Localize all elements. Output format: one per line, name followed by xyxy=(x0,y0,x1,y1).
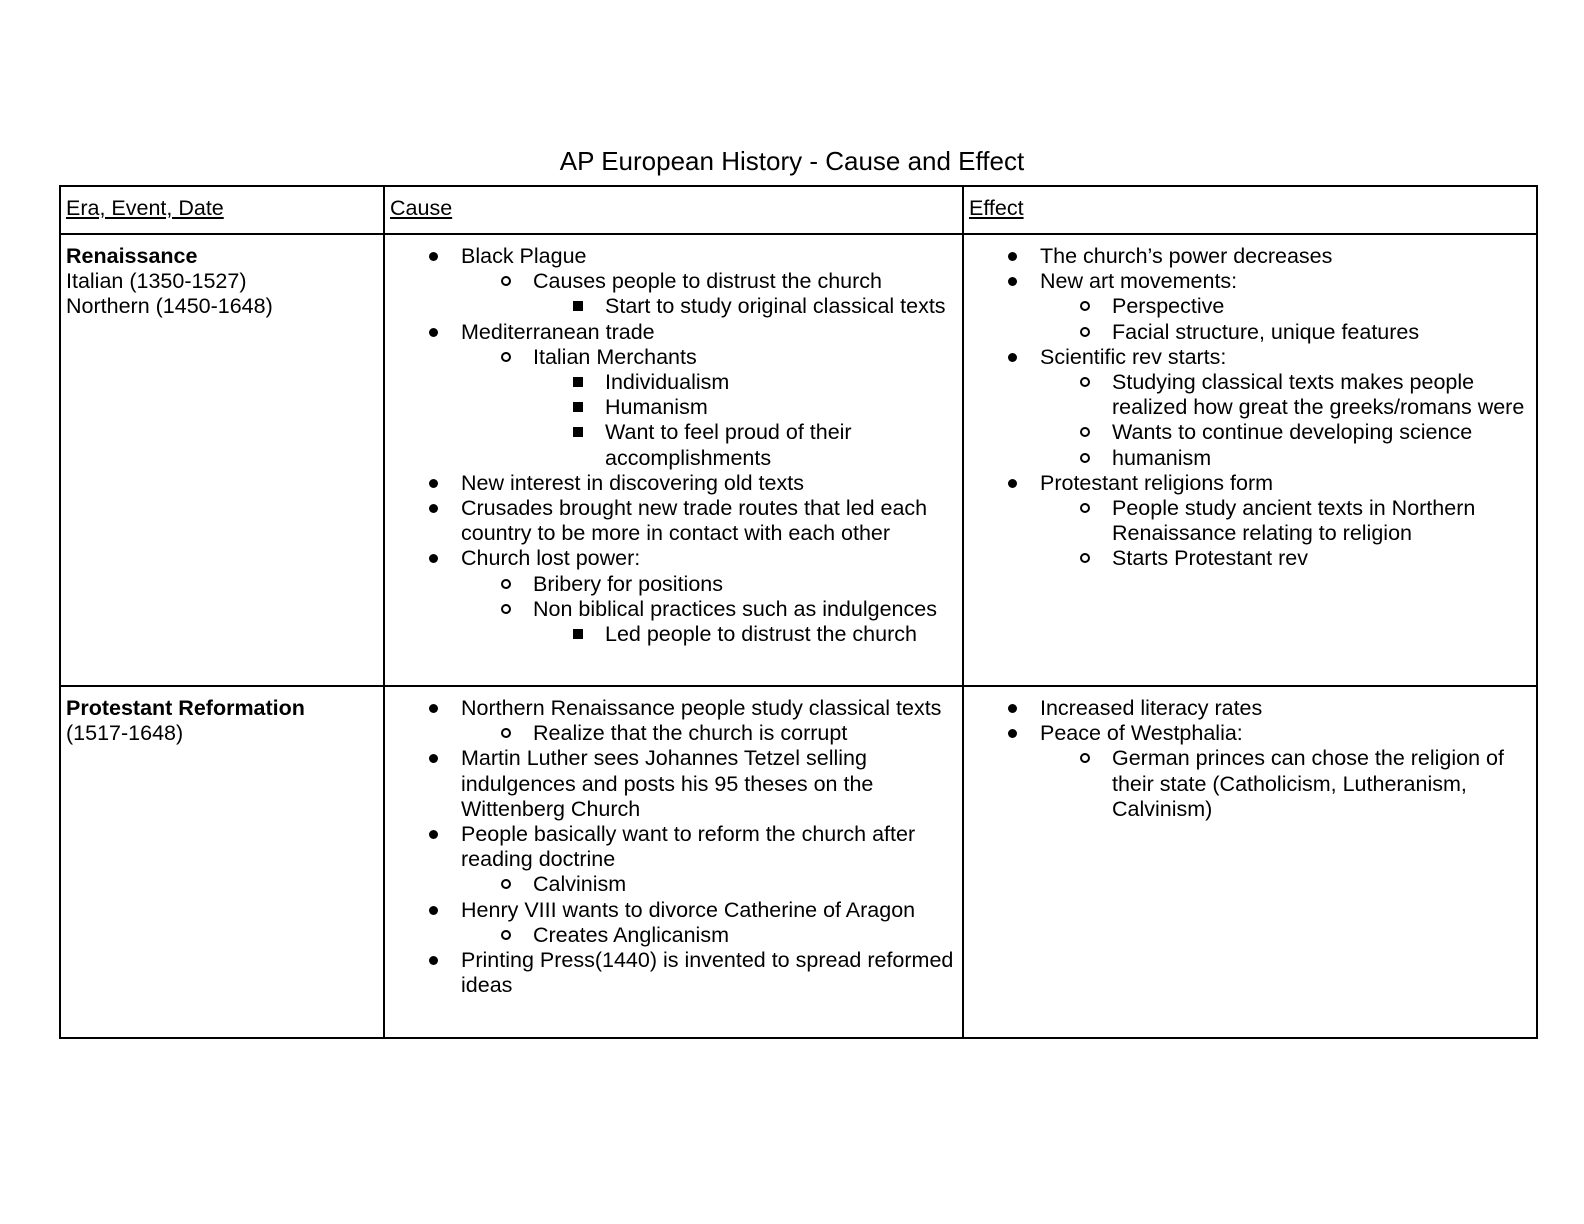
circle-bullet-icon xyxy=(501,930,511,940)
list-item-text: Humanism xyxy=(605,395,708,420)
disc-bullet-icon xyxy=(429,830,438,839)
list-item xyxy=(389,294,954,319)
list-item xyxy=(389,721,954,746)
list-item-text: Want to feel proud of their accomplishments xyxy=(605,420,852,470)
column-header-cause xyxy=(384,186,963,234)
list-item-text: Led people to distrust the church xyxy=(605,622,917,647)
list-item-text: Studying classical texts makes people realized how great the greeks/romans were xyxy=(1112,370,1525,420)
list-item-text: Northern Renaissance people study classical texts xyxy=(461,696,942,720)
list-item xyxy=(968,746,1528,822)
list-item xyxy=(389,244,954,269)
list-item xyxy=(968,244,1528,269)
list-item-text: Mediterranean trade xyxy=(461,319,655,344)
cause-effect-table xyxy=(59,185,1538,1039)
era-cell-renaissance xyxy=(60,234,384,686)
column-header-label: Effect xyxy=(969,196,1024,220)
list-item xyxy=(389,898,954,923)
list-item-text: People basically want to reform the church after reading doctrine xyxy=(461,822,916,872)
document-title: AP European History - Cause and Effect xyxy=(559,146,1025,176)
list-item xyxy=(389,269,954,294)
list-item-text: Individualism xyxy=(605,370,730,395)
disc-bullet-icon xyxy=(1008,704,1017,713)
disc-bullet-icon xyxy=(429,554,438,563)
list-item xyxy=(968,446,1528,471)
circle-bullet-icon xyxy=(1080,377,1090,387)
circle-bullet-icon xyxy=(501,604,511,614)
era-title: Renaissance xyxy=(66,244,198,268)
column-header-era-event-date xyxy=(60,186,384,234)
circle-bullet-icon xyxy=(1080,453,1090,463)
disc-bullet-icon xyxy=(1008,479,1017,488)
cause-list-protestant-reformation xyxy=(389,696,954,998)
list-item xyxy=(389,948,954,998)
circle-bullet-icon xyxy=(501,579,511,589)
effect-cell-renaissance xyxy=(963,234,1537,686)
list-item-text: New art movements: xyxy=(1040,269,1238,294)
list-item xyxy=(389,546,954,571)
list-item-text: Scientific rev starts: xyxy=(1040,344,1227,369)
disc-bullet-icon xyxy=(429,328,438,337)
circle-bullet-icon xyxy=(1080,503,1090,513)
list-item xyxy=(389,345,954,370)
list-item xyxy=(968,345,1528,370)
disc-bullet-icon xyxy=(429,504,438,513)
effect-list-protestant-reformation xyxy=(968,696,1528,822)
list-item-text: humanism xyxy=(1112,445,1212,470)
list-item-text: Increased literacy rates xyxy=(1040,696,1263,720)
circle-bullet-icon xyxy=(1080,427,1090,437)
list-item-text: Printing Press(1440) is invented to spread reformed ideas xyxy=(461,948,954,998)
list-item xyxy=(389,923,954,948)
list-item xyxy=(968,320,1528,345)
disc-bullet-icon xyxy=(429,956,438,965)
effect-list-renaissance xyxy=(968,244,1528,572)
list-item-text: Calvinism xyxy=(533,872,627,897)
list-item xyxy=(968,496,1528,546)
list-item-text: Peace of Westphalia: xyxy=(1040,721,1243,746)
effect-cell-protestant-reformation xyxy=(963,686,1537,1038)
square-bullet-icon xyxy=(573,301,583,311)
list-item-text: Perspective xyxy=(1112,294,1225,319)
circle-bullet-icon xyxy=(501,276,511,286)
disc-bullet-icon xyxy=(1008,729,1017,738)
square-bullet-icon xyxy=(573,427,583,437)
list-item-text: Henry VIII wants to divorce Catherine of Aragon xyxy=(461,897,916,922)
list-item xyxy=(968,420,1528,445)
list-item xyxy=(389,696,954,721)
disc-bullet-icon xyxy=(429,252,438,261)
list-item xyxy=(968,269,1528,294)
disc-bullet-icon xyxy=(429,754,438,763)
era-date-line: Northern (1450-1648) xyxy=(66,294,273,319)
list-item-text: Start to study original classical texts xyxy=(605,294,946,319)
list-item xyxy=(968,721,1528,746)
list-item-text: New interest in discovering old texts xyxy=(461,470,804,495)
column-header-label: Era, Event, Date xyxy=(66,196,224,220)
list-item-text: Wants to continue developing science xyxy=(1112,420,1473,445)
era-title: Protestant Reformation xyxy=(66,696,305,720)
list-item xyxy=(389,597,954,622)
table-header-row xyxy=(60,186,1537,234)
list-item-text: Non biblical practices such as indulgences xyxy=(533,596,937,621)
disc-bullet-icon xyxy=(1008,277,1017,286)
circle-bullet-icon xyxy=(1080,753,1090,763)
list-item xyxy=(389,395,954,420)
era-date-line: (1517-1648) xyxy=(66,721,184,746)
table-row-renaissance xyxy=(60,234,1537,686)
circle-bullet-icon xyxy=(1080,301,1090,311)
list-item-text: Starts Protestant rev xyxy=(1112,546,1308,571)
cause-cell-protestant-reformation xyxy=(384,686,963,1038)
disc-bullet-icon xyxy=(1008,252,1017,261)
circle-bullet-icon xyxy=(501,352,511,362)
list-item-text: German princes can chose the religion of their state (Catholicism, Lutheranism, Calvinism) xyxy=(1112,746,1504,821)
circle-bullet-icon xyxy=(501,728,511,738)
list-item xyxy=(389,622,954,647)
list-item xyxy=(968,294,1528,319)
list-item-text: People study ancient texts in Northern Renaissance relating to religion xyxy=(1112,496,1476,546)
list-item xyxy=(389,746,954,822)
circle-bullet-icon xyxy=(501,879,511,889)
list-item xyxy=(968,471,1528,496)
list-item-text: Realize that the church is corrupt xyxy=(533,721,848,746)
list-item-text: Crusades brought new trade routes that led each country to be more in contact with each other xyxy=(461,496,928,546)
square-bullet-icon xyxy=(573,629,583,639)
column-header-label: Cause xyxy=(390,196,453,220)
list-item xyxy=(389,496,954,546)
list-item-text: Causes people to distrust the church xyxy=(533,269,882,294)
list-item-text: Creates Anglicanism xyxy=(533,922,729,947)
cause-cell-renaissance xyxy=(384,234,963,686)
list-item-text: Black Plague xyxy=(461,244,587,268)
list-item-text: Italian Merchants xyxy=(533,344,697,369)
square-bullet-icon xyxy=(573,402,583,412)
disc-bullet-icon xyxy=(429,479,438,488)
list-item-text: Bribery for positions xyxy=(533,571,723,596)
disc-bullet-icon xyxy=(429,906,438,915)
column-header-effect xyxy=(963,186,1537,234)
list-item xyxy=(389,572,954,597)
list-item xyxy=(389,872,954,897)
disc-bullet-icon xyxy=(1008,353,1017,362)
disc-bullet-icon xyxy=(429,704,438,713)
list-item-text: The church’s power decreases xyxy=(1040,244,1333,268)
era-date-line: Italian (1350-1527) xyxy=(66,269,247,294)
list-item xyxy=(968,546,1528,571)
list-item xyxy=(968,370,1528,420)
list-item xyxy=(389,320,954,345)
list-item-text: Martin Luther sees Johannes Tetzel selling indulgences and posts his 95 theses on the Wittenberg Church xyxy=(461,746,874,821)
list-item xyxy=(389,420,954,470)
era-cell-protestant-reformation xyxy=(60,686,384,1038)
list-item-text: Church lost power: xyxy=(461,546,641,571)
circle-bullet-icon xyxy=(1080,327,1090,337)
list-item xyxy=(389,471,954,496)
square-bullet-icon xyxy=(573,377,583,387)
list-item xyxy=(389,370,954,395)
list-item-text: Protestant religions form xyxy=(1040,470,1274,495)
cause-list-renaissance xyxy=(389,244,954,647)
circle-bullet-icon xyxy=(1080,553,1090,563)
list-item xyxy=(389,822,954,872)
table-row-protestant-reformation xyxy=(60,686,1537,1038)
list-item-text: Facial structure, unique features xyxy=(1112,319,1420,344)
list-item xyxy=(968,696,1528,721)
